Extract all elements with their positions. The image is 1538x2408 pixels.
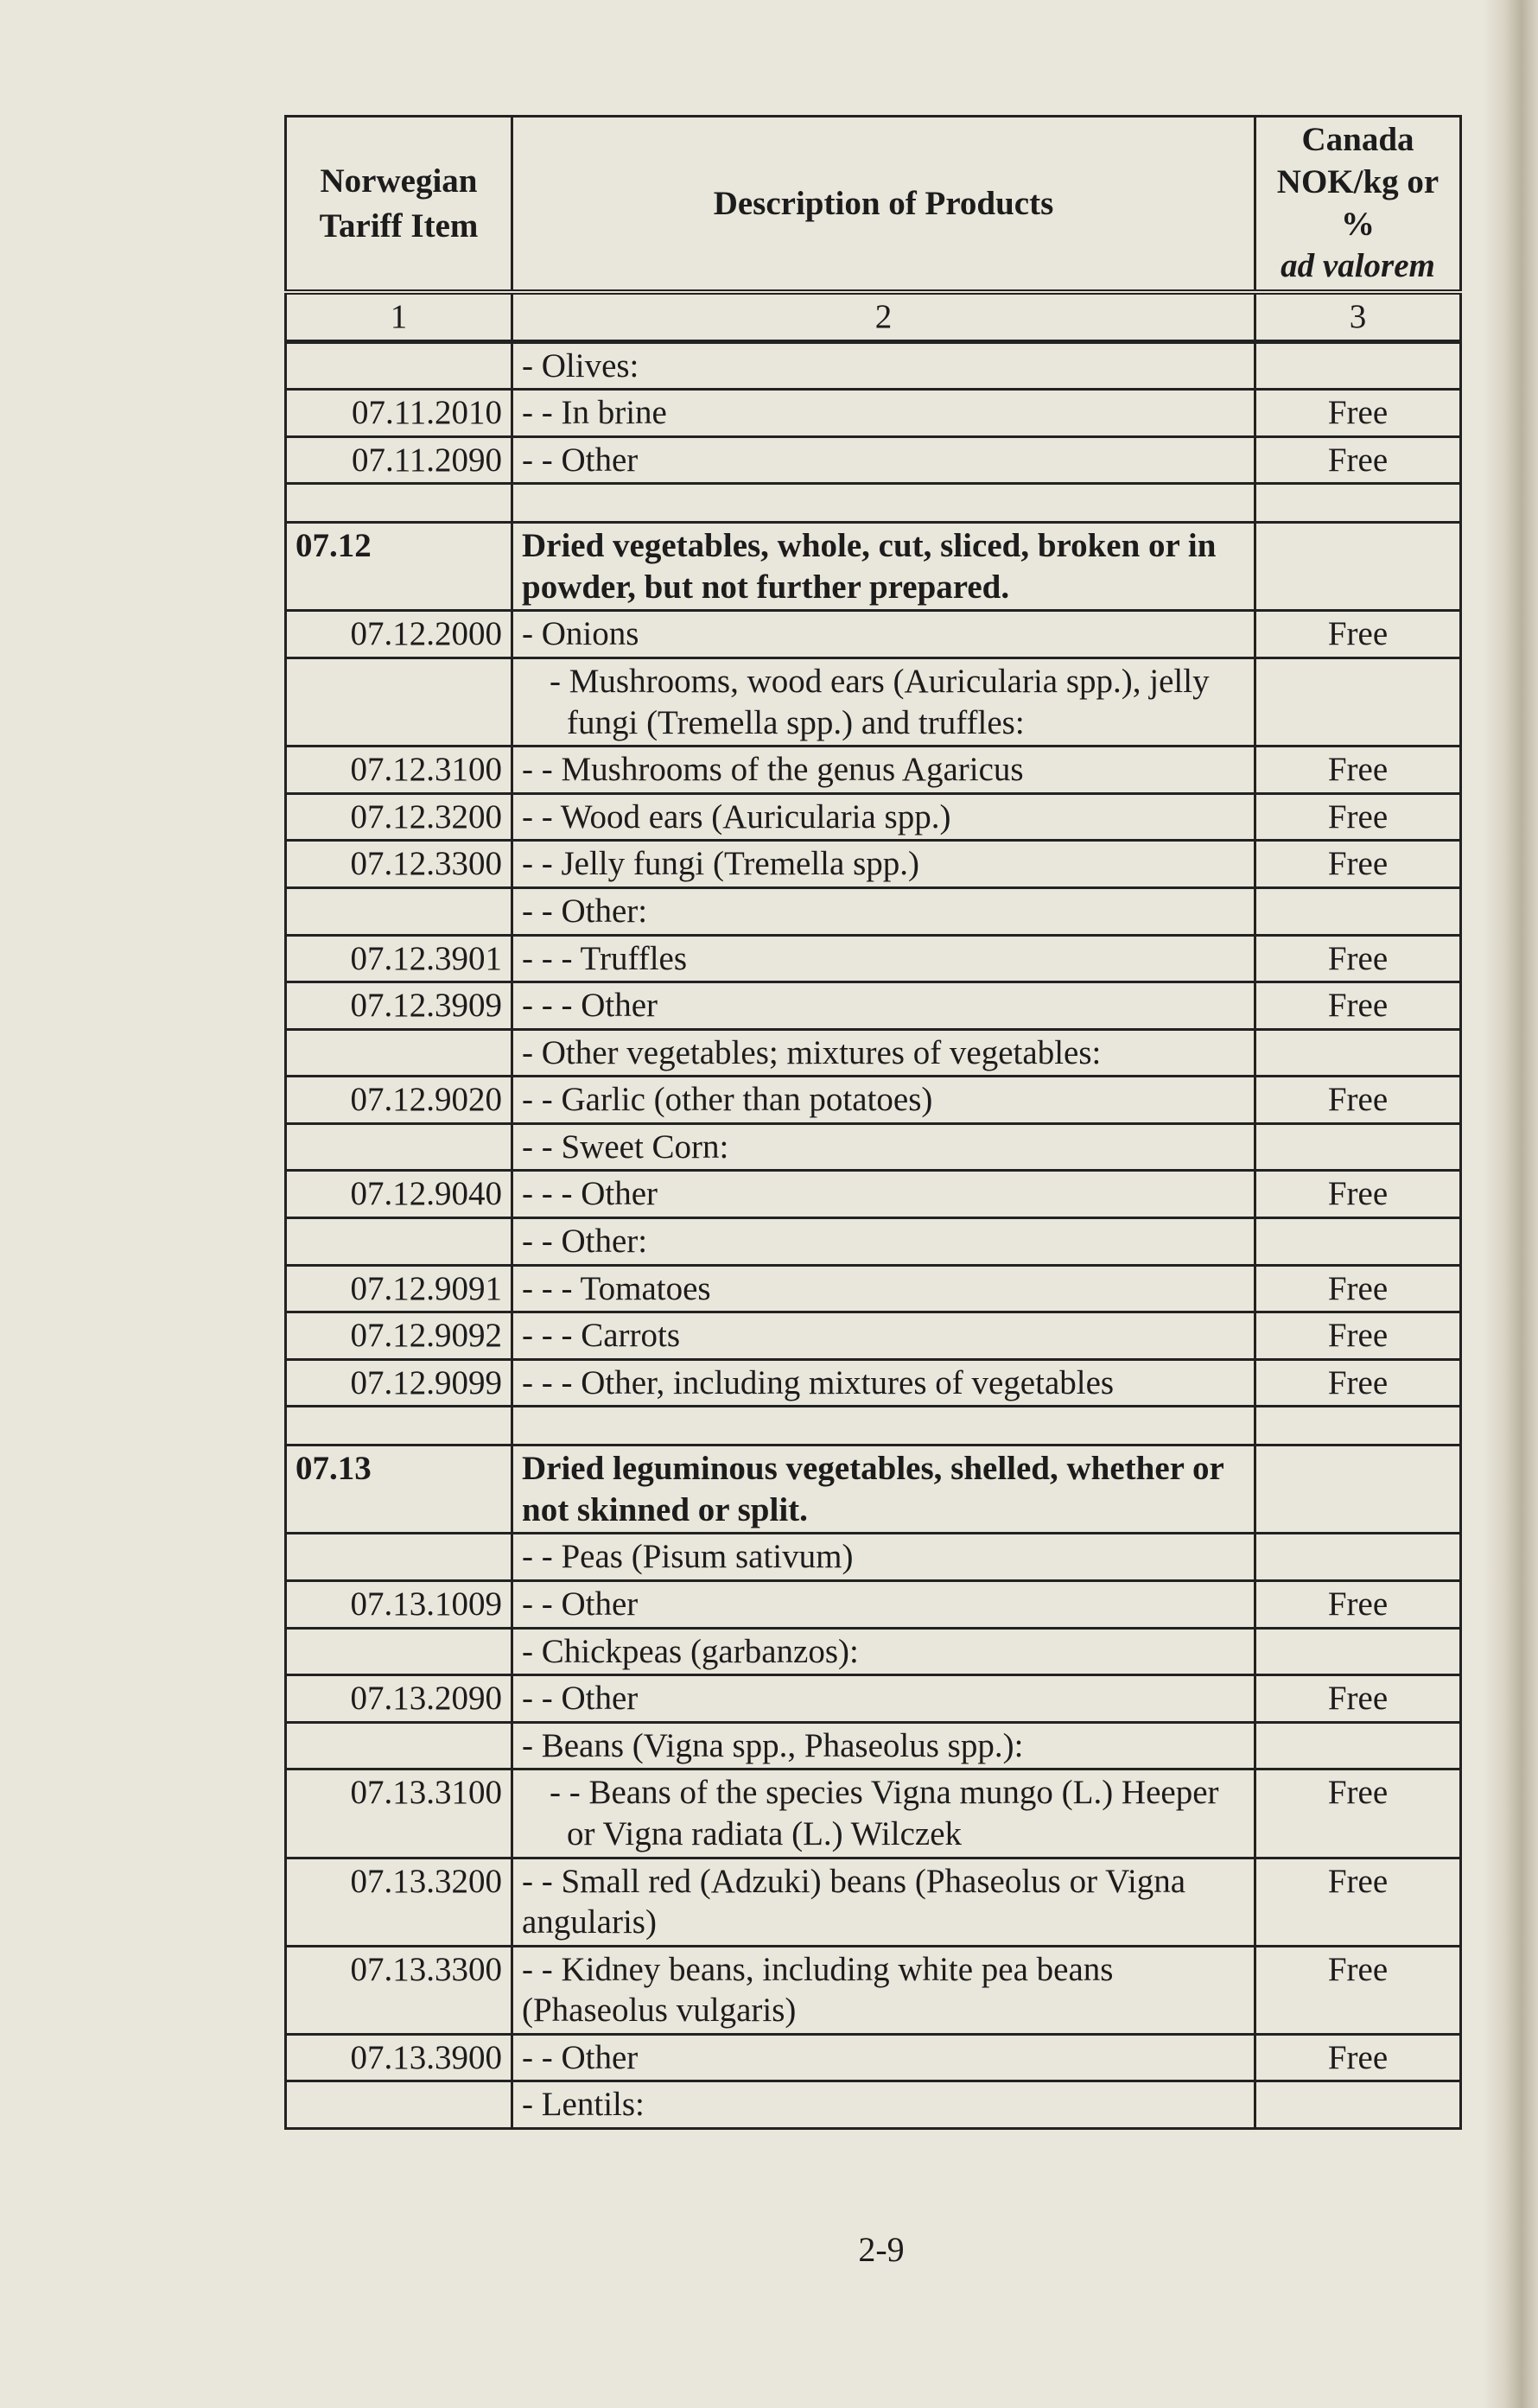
product-description (512, 1407, 1255, 1445)
product-description: - - Wood ears (Auricularia spp.) (512, 793, 1255, 841)
table-row (286, 523, 1461, 611)
duty-rate: Free (1255, 1312, 1461, 1360)
tariff-code: 07.13.3900 (286, 2034, 512, 2081)
tariff-code: 07.12.9092 (286, 1312, 512, 1360)
duty-rate (1255, 887, 1461, 935)
table-row (286, 1769, 1461, 1858)
product-description: - - Small red (Adzuki) beans (Phaseolus or Vigna angularis) (512, 1858, 1255, 1946)
duty-rate (1255, 1628, 1461, 1675)
tariff-table (284, 115, 1462, 2130)
tariff-code (286, 1722, 512, 1769)
tariff-code: 07.11.2090 (286, 436, 512, 484)
duty-rate: Free (1255, 1171, 1461, 1218)
column-number-2: 2 (512, 292, 1255, 341)
tariff-code: 07.11.2010 (286, 390, 512, 437)
table-row (286, 1171, 1461, 1218)
header-description: Description of Products (512, 117, 1255, 293)
table-row (286, 1359, 1461, 1407)
table-row (286, 1312, 1461, 1360)
duty-rate: Free (1255, 841, 1461, 888)
duty-rate (1255, 1217, 1461, 1265)
tariff-code (286, 1534, 512, 1581)
table-row (286, 1265, 1461, 1312)
duty-rate (1255, 1534, 1461, 1581)
table-row (286, 747, 1461, 794)
tariff-code: 07.13.3200 (286, 1858, 512, 1946)
duty-rate: Free (1255, 436, 1461, 484)
product-description: - - - Carrots (512, 1312, 1255, 1360)
duty-rate (1255, 658, 1461, 747)
product-description: - - Kidney beans, including white pea beans (Phaseolus vulgaris) (512, 1946, 1255, 2034)
table-row (286, 982, 1461, 1030)
table-row (286, 1628, 1461, 1675)
table-row (286, 1029, 1461, 1077)
tariff-code: 07.12.9099 (286, 1359, 512, 1407)
table-row (286, 1445, 1461, 1534)
page-number: 2-9 (858, 2230, 905, 2269)
product-description: - - - Other, including mixtures of vegetables (512, 1359, 1255, 1407)
duty-rate: Free (1255, 1946, 1461, 2034)
product-description: - - Peas (Pisum sativum) (512, 1534, 1255, 1581)
duty-rate: Free (1255, 747, 1461, 794)
tariff-code (286, 658, 512, 747)
column-number-1: 1 (286, 292, 512, 341)
product-description: - Chickpeas (garbanzos): (512, 1628, 1255, 1675)
tariff-code: 07.12.3100 (286, 747, 512, 794)
header-rate (1255, 117, 1461, 293)
header-rate-line3: % (1341, 205, 1375, 243)
table-row (286, 1722, 1461, 1769)
product-description: - - Jelly fungi (Tremella spp.) (512, 841, 1255, 888)
duty-rate: Free (1255, 1675, 1461, 1723)
duty-rate: Free (1255, 1581, 1461, 1629)
tariff-code (286, 887, 512, 935)
tariff-code: 07.12.2000 (286, 611, 512, 658)
product-description: - Olives: (512, 341, 1255, 390)
duty-rate: Free (1255, 1769, 1461, 1858)
product-description: - - Other: (512, 887, 1255, 935)
duty-rate (1255, 484, 1461, 523)
tariff-code: 07.12.3300 (286, 841, 512, 888)
table-row (286, 436, 1461, 484)
product-description: - - - Other (512, 1171, 1255, 1218)
column-number-row (286, 292, 1461, 341)
heading-description: Dried leguminous vegetables, shelled, whether or not skinned or split. (512, 1445, 1255, 1534)
table-row (286, 2081, 1461, 2129)
table-row (286, 611, 1461, 658)
heading-description: Dried vegetables, whole, cut, sliced, broken or in powder, but not further prepared. (512, 523, 1255, 611)
product-description: - Beans (Vigna spp., Phaseolus spp.): (512, 1722, 1255, 1769)
table-row (286, 484, 1461, 523)
duty-rate (1255, 1029, 1461, 1077)
tariff-code: 07.13.3300 (286, 1946, 512, 2034)
table-row (286, 841, 1461, 888)
tariff-code (286, 484, 512, 523)
tariff-rows (286, 341, 1461, 2128)
product-description: - - Other: (512, 1217, 1255, 1265)
product-description (512, 484, 1255, 523)
product-description: - - - Tomatoes (512, 1265, 1255, 1312)
table-row (286, 1581, 1461, 1629)
duty-rate (1255, 1445, 1461, 1534)
duty-rate: Free (1255, 1858, 1461, 1946)
duty-rate (1255, 1722, 1461, 1769)
product-description: - - Sweet Corn: (512, 1123, 1255, 1171)
table-row (286, 1534, 1461, 1581)
table-row (286, 1407, 1461, 1445)
product-description: - - Mushrooms of the genus Agaricus (512, 747, 1255, 794)
tariff-code: 07.13.3100 (286, 1769, 512, 1858)
duty-rate: Free (1255, 982, 1461, 1030)
duty-rate: Free (1255, 1359, 1461, 1407)
tariff-code: 07.12.3200 (286, 793, 512, 841)
product-description: - - - Other (512, 982, 1255, 1030)
duty-rate (1255, 1407, 1461, 1445)
duty-rate: Free (1255, 935, 1461, 982)
table-row (286, 1858, 1461, 1946)
table-row (286, 1217, 1461, 1265)
product-description: - Other vegetables; mixtures of vegetables: (512, 1029, 1255, 1077)
header-rate-line2: NOK/kg or (1276, 162, 1439, 200)
heading-code: 07.12 (286, 523, 512, 611)
product-description: - Lentils: (512, 2081, 1255, 2129)
table-row (286, 341, 1461, 390)
tariff-code (286, 1123, 512, 1171)
table-row (286, 658, 1461, 747)
tariff-code (286, 341, 512, 390)
duty-rate: Free (1255, 1077, 1461, 1124)
tariff-code (286, 1217, 512, 1265)
product-description: - - Other (512, 436, 1255, 484)
product-description: - Mushrooms, wood ears (Auricularia spp.), jelly fungi (Tremella spp.) and truffles: (512, 658, 1255, 747)
header-tariff-item: Norwegian Tariff Item (286, 117, 512, 293)
tariff-code (286, 1628, 512, 1675)
duty-rate: Free (1255, 793, 1461, 841)
product-description: - - Other (512, 1675, 1255, 1723)
product-description: - - Other (512, 2034, 1255, 2081)
table-row (286, 793, 1461, 841)
duty-rate: Free (1255, 2034, 1461, 2081)
duty-rate (1255, 341, 1461, 390)
tariff-code (286, 2081, 512, 2129)
tariff-code (286, 1407, 512, 1445)
heading-code: 07.13 (286, 1445, 512, 1534)
table-row (286, 935, 1461, 982)
tariff-code: 07.12.3901 (286, 935, 512, 982)
tariff-code: 07.12.9091 (286, 1265, 512, 1312)
product-description: - - Garlic (other than potatoes) (512, 1077, 1255, 1124)
duty-rate: Free (1255, 611, 1461, 658)
header-rate-line4: ad valorem (1281, 247, 1435, 285)
table-header-row (286, 117, 1461, 293)
tariff-code: 07.12.9020 (286, 1077, 512, 1124)
header-rate-line1: Canada (1301, 121, 1414, 158)
product-description: - - Other (512, 1581, 1255, 1629)
tariff-code: 07.13.2090 (286, 1675, 512, 1723)
product-description: - Onions (512, 611, 1255, 658)
tariff-code (286, 1029, 512, 1077)
duty-rate (1255, 523, 1461, 611)
table-row (286, 1675, 1461, 1723)
tariff-code: 07.12.9040 (286, 1171, 512, 1218)
table-row (286, 1077, 1461, 1124)
table-row (286, 2034, 1461, 2081)
page-edge-shadow (1483, 0, 1538, 2408)
product-description: - - - Truffles (512, 935, 1255, 982)
tariff-code: 07.12.3909 (286, 982, 512, 1030)
tariff-code: 07.13.1009 (286, 1581, 512, 1629)
duty-rate: Free (1255, 390, 1461, 437)
table-row (286, 1946, 1461, 2034)
table-row (286, 390, 1461, 437)
duty-rate (1255, 2081, 1461, 2129)
duty-rate (1255, 1123, 1461, 1171)
column-number-3: 3 (1255, 292, 1461, 341)
table-row (286, 1123, 1461, 1171)
product-description: - - Beans of the species Vigna mungo (L.) Heeper or Vigna radiata (L.) Wilczek (512, 1769, 1255, 1858)
product-description: - - In brine (512, 390, 1255, 437)
duty-rate: Free (1255, 1265, 1461, 1312)
table-row (286, 887, 1461, 935)
